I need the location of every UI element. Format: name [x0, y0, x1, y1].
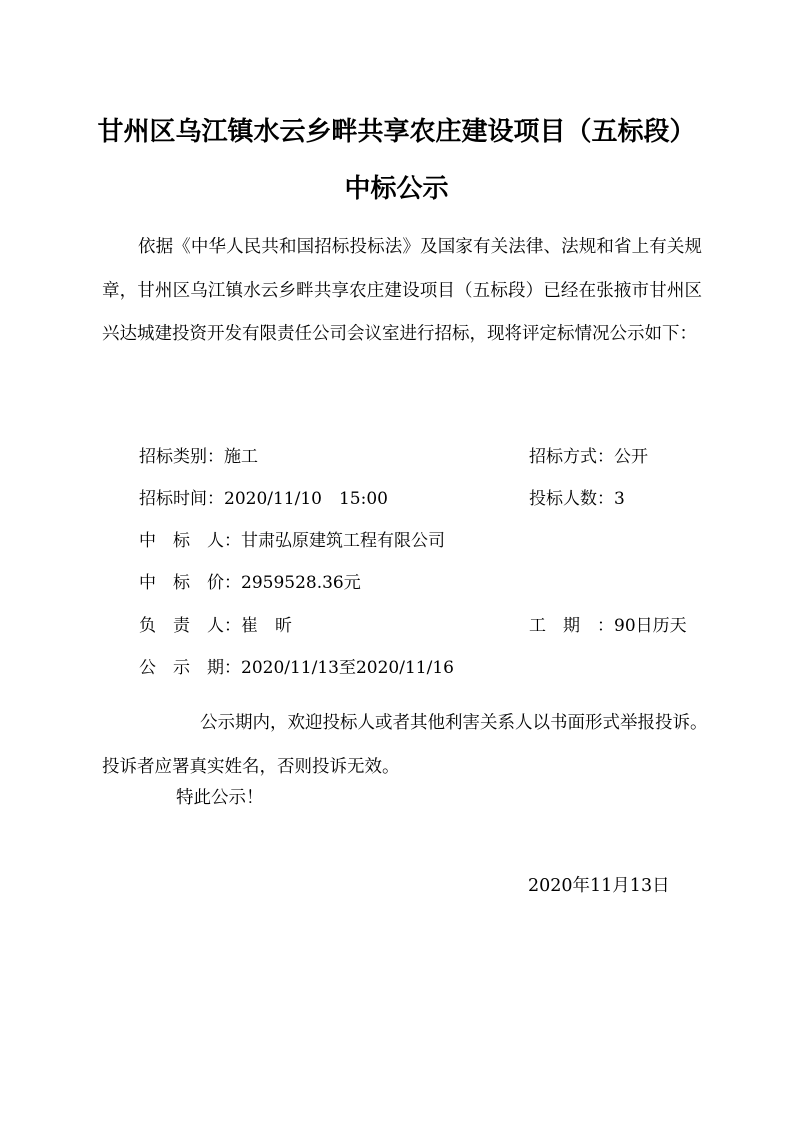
field-manager-label: 负 责 人：	[139, 616, 241, 636]
field-category-label: 招标类别：	[139, 447, 224, 467]
field-duration-value: 90日历天	[614, 616, 687, 636]
field-period	[139, 657, 454, 679]
field-bidders-value: 3	[614, 489, 625, 509]
field-winner-value: 甘肃弘原建筑工程有限公司	[241, 531, 445, 551]
intro-paragraph: 依据《中华人民共和国招标投标法》及国家有关法律、法规和省上有关规章，甘州区乌江镇水云乡畔共享农庄建设项目（五标段）已经在张掖市甘州区兴达城建投资开发有限责任公司会议室进行招标，现将评定标情况公示如下：	[102, 237, 702, 344]
field-method-label: 招标方式：	[529, 447, 614, 467]
field-price	[139, 572, 361, 594]
field-manager	[139, 615, 292, 637]
field-time-value: 2020/11/10 15:00	[224, 489, 388, 509]
field-period-label: 公 示 期：	[139, 658, 241, 678]
field-manager-value: 崔 昕	[241, 616, 292, 636]
field-time-label: 招标时间：	[139, 489, 224, 509]
field-category-value: 施工	[224, 447, 258, 467]
page-subtitle: 中标公示	[344, 174, 449, 204]
field-price-value: 2959528.36元	[241, 573, 361, 593]
field-method-value: 公开	[614, 447, 648, 467]
page-title: 甘州区乌江镇水云乡畔共享农庄建设项目（五标段）	[97, 117, 696, 147]
field-method	[529, 446, 648, 468]
closing-remark: 特此公示！	[176, 788, 264, 808]
field-duration-label: 工 期 ：	[529, 616, 614, 636]
signature-date: 2020年11月13日	[528, 876, 670, 896]
field-bidders	[529, 488, 625, 510]
field-winner-label: 中 标 人：	[139, 531, 241, 551]
field-category	[139, 446, 258, 468]
notice-paragraph: 公示期内，欢迎投标人或者其他利害关系人以书面形式举报投诉。投诉者应署真实姓名，否则投诉无效。	[102, 713, 708, 777]
field-time	[139, 488, 388, 510]
field-winner	[139, 530, 445, 552]
field-bidders-label: 投标人数：	[529, 489, 614, 509]
field-duration	[529, 615, 687, 637]
field-period-value: 2020/11/13至2020/11/16	[241, 658, 454, 678]
field-price-label: 中 标 价：	[139, 573, 241, 593]
